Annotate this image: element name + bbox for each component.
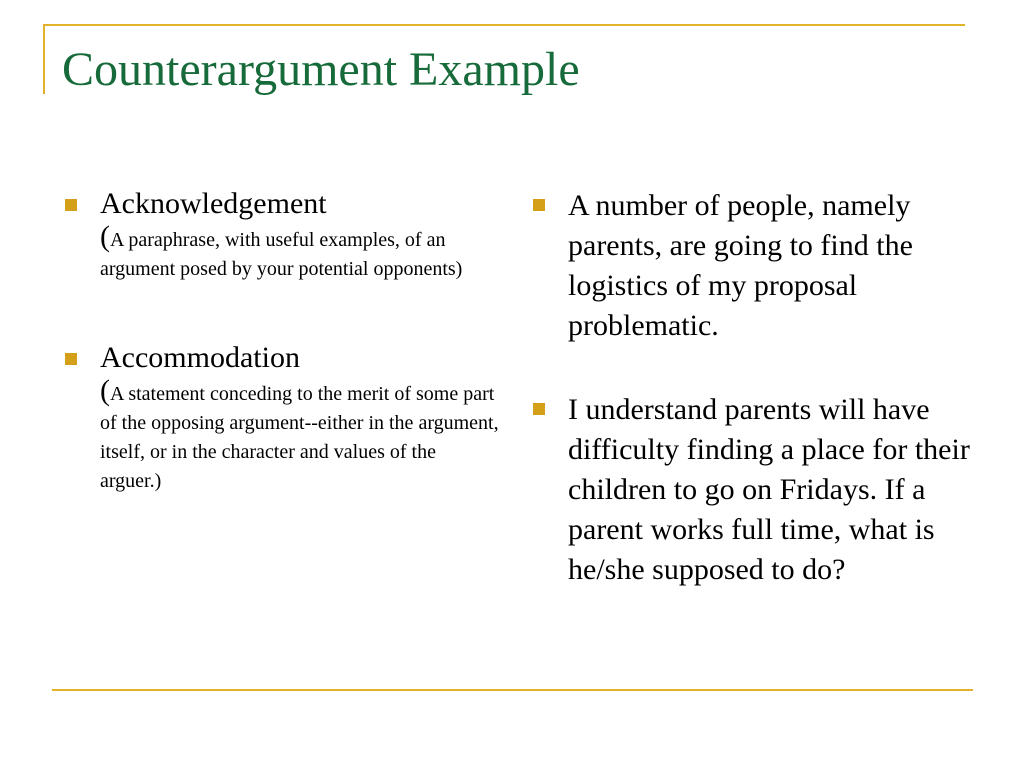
left-bullet-list: [62, 186, 502, 496]
list-item: [530, 390, 970, 590]
list-spacer: [62, 284, 502, 340]
square-bullet-icon: [65, 199, 77, 211]
list-spacer: [530, 346, 970, 390]
slide-title: Counterargument Example: [62, 43, 580, 96]
bullet-text: A number of people, namely parents, are going to find the logistics of my proposal problematic.: [568, 189, 913, 342]
open-paren: (: [100, 374, 110, 407]
bullet-description-block: [100, 374, 502, 496]
open-paren: (: [100, 220, 110, 253]
bullet-text: I understand parents will have difficulty finding a place for their children to go on Fridays. If a parent works full time, what is he/she supposed to do?: [568, 393, 970, 586]
bullet-heading: Acknowledgement: [100, 187, 327, 220]
square-bullet-icon: [65, 353, 77, 365]
square-bullet-icon: [533, 199, 545, 211]
bullet-heading: Accommodation: [100, 341, 300, 374]
list-item: [62, 186, 502, 284]
list-item: [530, 186, 970, 346]
left-divider: [43, 24, 45, 94]
right-bullet-list: [530, 186, 970, 590]
bottom-divider: [52, 689, 973, 691]
bullet-description-block: [100, 220, 502, 284]
square-bullet-icon: [533, 403, 545, 415]
top-divider: [43, 24, 965, 26]
list-item: [62, 340, 502, 496]
bullet-description: A statement conceding to the merit of some part of the opposing argument--either in the argument, itself, or in the character and values of the arguer.): [100, 383, 499, 492]
bullet-description: A paraphrase, with useful examples, of an argument posed by your potential opponents): [100, 229, 463, 280]
